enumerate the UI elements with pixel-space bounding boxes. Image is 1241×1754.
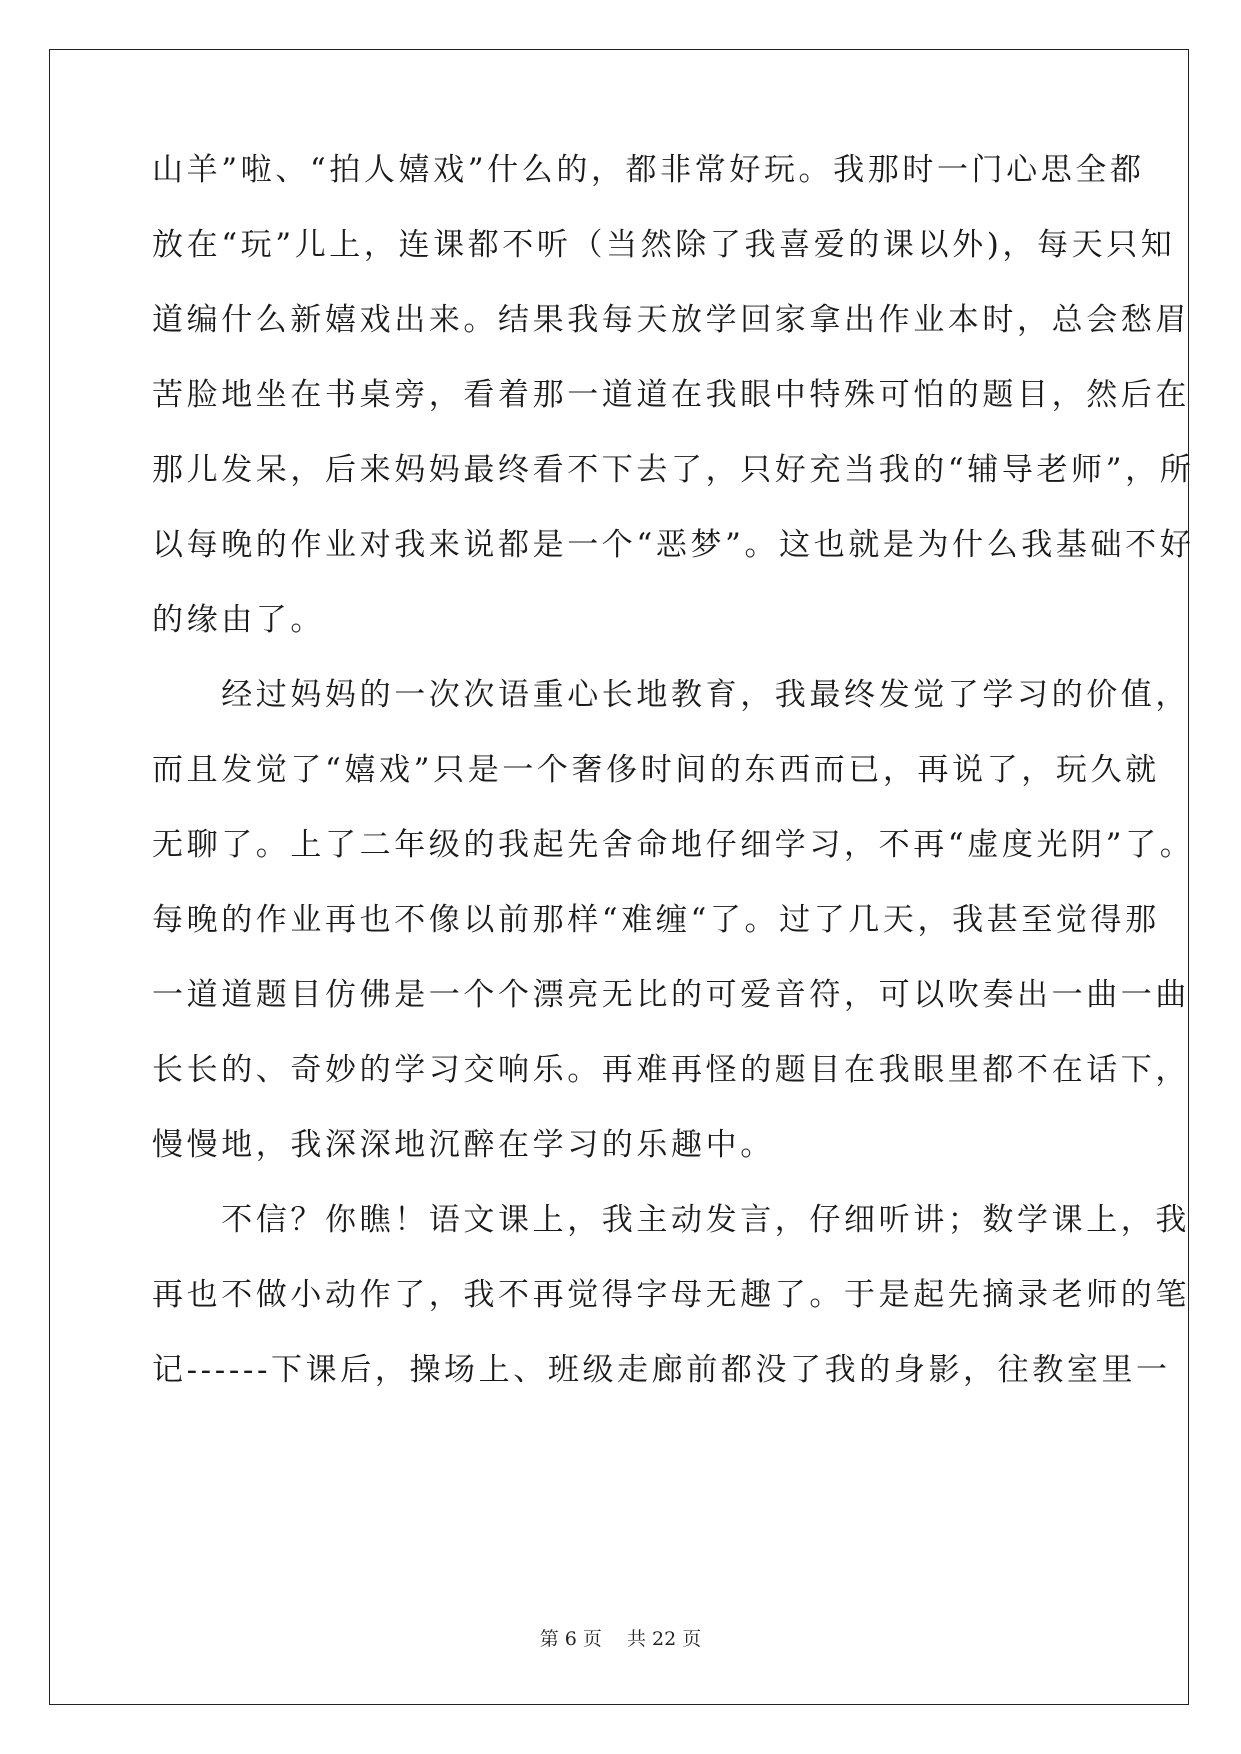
text-line-7: 的缘由了。: [152, 602, 325, 638]
text-line-17: 记------下课后，操场上、班级走廊前都没了我的身影，往教室里一: [152, 1352, 1171, 1388]
page-number-footer: 第 6 页 共 22 页: [539, 1628, 702, 1650]
text-line-16: 再也不做小动作了，我不再觉得字母无趣了。于是起先摘录老师的笔: [152, 1277, 1190, 1313]
text-line-8: 经过妈妈的一次次语重心长地教育，我最终发觉了学习的价值，: [152, 677, 1190, 713]
text-line-11: 每晚的作业再也不像以前那样“难缠“了。过了几天，我甚至觉得那: [152, 902, 1160, 938]
text-line-9: 而且发觉了“嬉戏”只是一个奢侈时间的东西而已，再说了，玩久就: [152, 752, 1160, 788]
text-line-13: 长长的、奇妙的学习交响乐。再难再怪的题目在我眼里都不在话下，: [152, 1052, 1190, 1088]
text-line-3: 道编什么新嬉戏出来。结果我每天放学回家拿出作业本时，总会愁眉: [152, 302, 1190, 338]
text-line-14: 慢慢地，我深深地沉醉在学习的乐趣中。: [152, 1127, 775, 1163]
text-line-4: 苦脸地坐在书桌旁，看着那一道道在我眼中特殊可怕的题目，然后在: [152, 377, 1190, 413]
text-line-5: 那儿发呆，后来妈妈最终看不下去了，只好充当我的“辅导老师”，所: [152, 452, 1195, 488]
text-line-10: 无聊了。上了二年级的我起先舍命地仔细学习，不再“虚度光阴”了。: [152, 827, 1195, 863]
text-line-2: 放在“玩”儿上，连课都不听（当然除了我喜爱的课以外)，每天只知: [152, 227, 1176, 263]
text-line-15: 不信？你瞧！语文课上，我主动发言，仔细听讲；数学课上，我: [152, 1202, 1190, 1238]
page-border: [49, 49, 1189, 1705]
text-line-6: 以每晚的作业对我来说都是一个“恶梦”。这也就是为什么我基础不好: [152, 527, 1195, 563]
text-line-12: 一道道题目仿佛是一个个漂亮无比的可爱音符，可以吹奏出一曲一曲: [152, 977, 1190, 1013]
text-line-1: 山羊”啦、“拍人嬉戏”什么的，都非常好玩。我那时一门心思全都: [152, 152, 1145, 188]
